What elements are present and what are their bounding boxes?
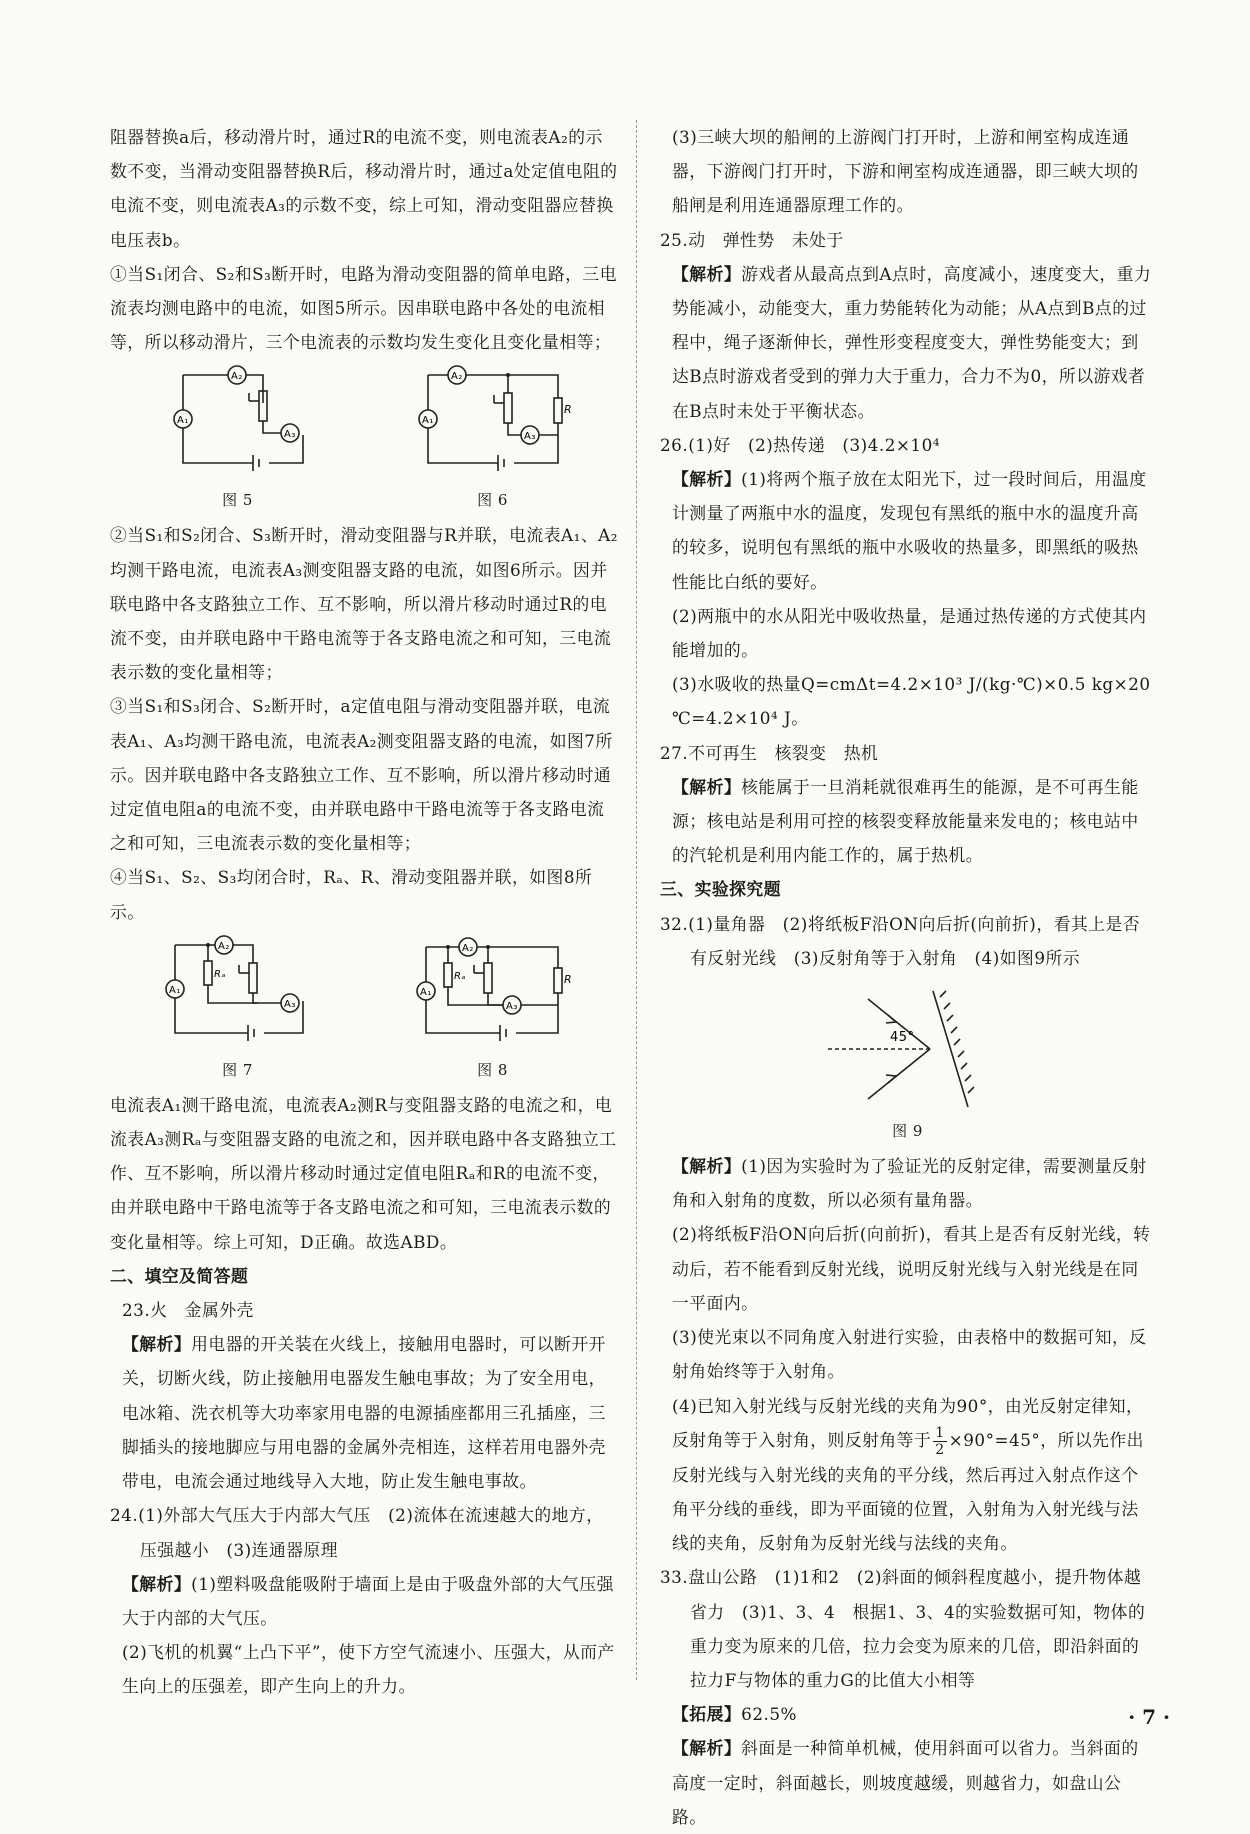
paragraph: 电流表A₁测干路电流，电流表A₂测R与变阻器支路的电流之和，电流表A₃测Rₐ与变阻器支路的电流之和，因并联电路中各支路独立工作、互不影响，所以滑片移动时通过定值电阻Rₐ和R的电流不变，由并联电路中干路电流等于各支路电流之和可知，三电流表示数的变化量相等。综上可知，D正确。故选ABD。 xyxy=(110,1094,617,1252)
resistor-r-label: R xyxy=(563,972,572,986)
ammeter-a3-label: A₃ xyxy=(523,431,536,443)
answer-23: 23.火 金属外壳 xyxy=(122,1300,254,1321)
circuit-diagram-5 xyxy=(153,363,323,488)
analysis-tag: 【解析】 xyxy=(122,1573,192,1594)
answer-24: 24.(1)外部大气压大于内部大气压 (2)流体在流速越大的地方，压强越小 (3)连通器原理 xyxy=(110,1505,604,1560)
paragraph: ①当S₁闭合、S₂和S₃断开时，电路为滑动变阻器的简单电路，三电流表均测电路中的电流，如图5所示。因串联电路中各处的电流相等，所以移动滑片，三个电流表的示数均发生变化且变化量相等； xyxy=(110,263,617,353)
ammeter-a3-label: A₃ xyxy=(505,1000,518,1012)
figure-9-caption: 图 9 xyxy=(892,1122,923,1141)
analysis-32-1: (1)因为实验时为了验证光的反射定律，需要测量反射角和入射角的度数，所以必须有量角器。 xyxy=(672,1156,1147,1211)
answer-25: 25.动 弹性势 未处于 xyxy=(660,229,844,250)
analysis-32-3: (3)使光束以不同角度入射进行实验，由表格中的数据可知，反射角始终等于入射角。 xyxy=(672,1327,1147,1382)
analysis-32-4 xyxy=(660,1389,1155,1561)
ammeter-a2-label: A₂ xyxy=(450,371,463,383)
left-column xyxy=(110,120,620,1704)
analysis-25: 游戏者从最高点到A点时，高度减小，速度变大，重力势能减小，动能变大，重力势能转化为动能；从A点到B点的过程中，绳子逐渐伸长，弹性形变程度变大，弹性势能变大；到达B点时游戏者受到的弹力大于重力，合力不为0，所以游戏者在B点时未处于平衡状态。 xyxy=(672,263,1152,421)
extension-tag: 【拓展】 xyxy=(672,1704,742,1725)
ammeter-a2-label: A₂ xyxy=(230,371,243,383)
figure-6-caption: 图 6 xyxy=(477,491,508,510)
ammeter-a1-label: A₁ xyxy=(168,984,181,996)
right-column xyxy=(660,120,1155,1834)
analysis-27: 核能属于一旦消耗就很难再生的能源，是不可再生能源；核电站是利用可控的核裂变释放能量来发电的；核电站中的汽轮机是利用内能工作的，属于热机。 xyxy=(672,776,1139,866)
paragraph: ④当S₁、S₂、S₃均闭合时，Rₐ、R、滑动变阻器并联，如图8所示。 xyxy=(110,867,593,922)
analysis-tag: 【解析】 xyxy=(672,776,742,797)
ammeter-a3-label: A₃ xyxy=(283,998,296,1010)
paragraph: ②当S₁和S₂闭合、S₃断开时，滑动变阻器与R并联，电流表A₁、A₂均测干路电流，电流表A₃测变阻器支路的电流，如图6所示。因并联电路中各支路独立工作、互不影响，所以滑片移动时通过R的电流不变，由并联电路中干路电流等于各支路电流之和可知，三电流表示数的变化量相等； xyxy=(110,525,618,683)
fraction-denominator: 2 xyxy=(935,1441,945,1458)
ammeter-a3-label: A₃ xyxy=(283,429,296,441)
answer-27: 27.不可再生 核裂变 热机 xyxy=(660,742,879,763)
circuit-diagram-8 xyxy=(408,933,578,1058)
analysis-26-1: (1)将两个瓶子放在太阳光下，过一段时间后，用温度计测量了两瓶中水的温度，发现包有黑纸的瓶中水的温度升高的较多，说明包有黑纸的瓶中水吸收的热量多，即黑纸的吸热性能比白纸的要好。 xyxy=(672,469,1147,592)
figure-row-9 xyxy=(660,979,1155,1143)
figure-9 xyxy=(808,979,1008,1143)
paragraph: 阻器替换a后，移动滑片时，通过R的电流不变，则电流表A₂的示数不变，当滑动变阻器替换R后，移动滑片时，通过a处定值电阻的电流不变，则电流表A₃的示数不变，综上可知，滑动变阻器应替换电压表b。 xyxy=(110,127,618,250)
analysis-tag: 【解析】 xyxy=(672,263,742,284)
figure-row-7-8 xyxy=(110,933,620,1082)
analysis-24-1: (1)塑料吸盘能吸附于墙面上是由于吸盘外部的大气压强大于内部的大气压。 xyxy=(122,1573,614,1628)
analysis-tag: 【解析】 xyxy=(672,1738,742,1759)
analysis-33: 斜面是一种简单机械，使用斜面可以省力。当斜面的高度一定时，斜面越长，则坡度越缓，则越省力，如盘山公路。 xyxy=(672,1738,1139,1827)
answer-32: 32.(1)量角器 (2)将纸板F沿ON向后折(向前折)，看其上是否有反射光线 (3)反射角等于入射角 (4)如图9所示 xyxy=(660,913,1141,968)
figure-8-caption: 图 8 xyxy=(477,1060,508,1079)
column-divider xyxy=(636,120,637,1680)
analysis-32-4a: (4)已知入射光线与反射光线的夹角为90°，由光反射定律知，反射角等于入射角，则反射角等于 xyxy=(672,1395,1144,1450)
figure-5 xyxy=(153,363,323,512)
reflection-diagram-9 xyxy=(808,979,1008,1119)
ammeter-a1-label: A₁ xyxy=(419,986,432,998)
figure-5-caption: 图 5 xyxy=(222,491,253,510)
analysis-24-3: (3)三峡大坝的船闸的上游阀门打开时，上游和闸室构成连通器，下游阀门打开时，下游和闸室构成连通器，即三峡大坝的船闸是利用连通器原理工作的。 xyxy=(672,127,1139,216)
circuit-diagram-6 xyxy=(408,363,578,488)
circuit-diagram-7 xyxy=(153,933,323,1058)
figure-8 xyxy=(408,933,578,1082)
analysis-32-4b: ×90°=45°，所以先作出反射光线与入射光线的夹角的平分线，然后再过入射点作这个角平分线的垂线，即为平面镜的位置，入射角为入射光线与法线的夹角，反射角为反射光线与法线的夹角。 xyxy=(672,1429,1144,1554)
resistor-ra-label: Rₐ xyxy=(453,970,466,982)
resistor-r-label: R xyxy=(563,403,572,417)
resistor-ra-label: Rₐ xyxy=(213,968,226,980)
analysis-tag: 【解析】 xyxy=(672,1156,742,1177)
ammeter-a1-label: A₁ xyxy=(421,415,434,427)
analysis-26-2: (2)两瓶中的水从阳光中吸收热量，是通过热传递的方式使其内能增加的。 xyxy=(672,605,1147,661)
fraction-numerator: 1 xyxy=(935,1424,945,1441)
analysis-23: 用电器的开关装在火线上，接触用电器时，可以断开开关，切断火线，防止接触用电器发生触电事故；为了安全用电，电冰箱、洗衣机等大功率家用电器的电源插座都用三孔插座，三脚插头的接地脚应与用电器的金属外壳相连，这样若用电器外壳带电，电流会通过地线导入大地，防止发生触电事故。 xyxy=(122,1334,606,1492)
analysis-tag: 【解析】 xyxy=(672,469,742,490)
analysis-24-2: (2)飞机的机翼“上凸下平”，使下方空气流速小、压强大，从而产生向上的压强差，即产生向上的升力。 xyxy=(122,1642,615,1697)
ammeter-a2-label: A₂ xyxy=(217,940,230,952)
answer-26: 26.(1)好 (2)热传递 (3)4.2×10⁴ xyxy=(660,434,941,455)
extension-33: 62.5% xyxy=(741,1704,797,1725)
angle-label: 45° xyxy=(889,1030,915,1046)
analysis-tag: 【解析】 xyxy=(122,1334,192,1355)
ammeter-a2-label: A₂ xyxy=(461,942,474,954)
figure-7 xyxy=(153,933,323,1082)
answer-33: 33.盘山公路 (1)1和2 (2)斜面的倾斜程度越小，提升物体越省力 (3)1、3、4 根据1、3、4的实验数据可知，物体的重力变为原来的几倍，拉力会变为原来的几倍，即沿斜面的拉力F与物体的重力G的比值大小相等 xyxy=(660,1567,1146,1690)
figure-6 xyxy=(408,363,578,512)
analysis-26-3: (3)水吸收的热量Q=cmΔt=4.2×10³ J/(kg·℃)×0.5 kg×20 ℃=4.2×10⁴ J。 xyxy=(672,674,1151,729)
analysis-32-2: (2)将纸板F沿ON向后折(向前折)，看其上是否有反射光线，转动后，若不能看到反射光线，说明反射光线与入射光线是在同一平面内。 xyxy=(672,1224,1151,1313)
section-heading-2: 二、填空及简答题 xyxy=(110,1265,249,1286)
page-number: · 7 · xyxy=(1128,1705,1170,1729)
figure-7-caption: 图 7 xyxy=(222,1060,253,1079)
section-heading-3: 三、实验探究题 xyxy=(660,879,781,900)
paragraph: ③当S₁和S₃闭合、S₂断开时，a定值电阻与滑动变阻器并联，电流表A₁、A₃均测干路电流，电流表A₂测变阻器支路的电流，如图7所示。因并联电路中各支路独立工作、互不影响，所以滑片移动时通过定值电阻a的电流不变，由并联电路中干路电流等于各支路电流之和可知，三电流表示数的变化量相等； xyxy=(110,696,613,854)
figure-row-5-6 xyxy=(110,363,620,512)
fraction-half xyxy=(933,1425,946,1458)
ammeter-a1-label: A₁ xyxy=(176,415,189,427)
